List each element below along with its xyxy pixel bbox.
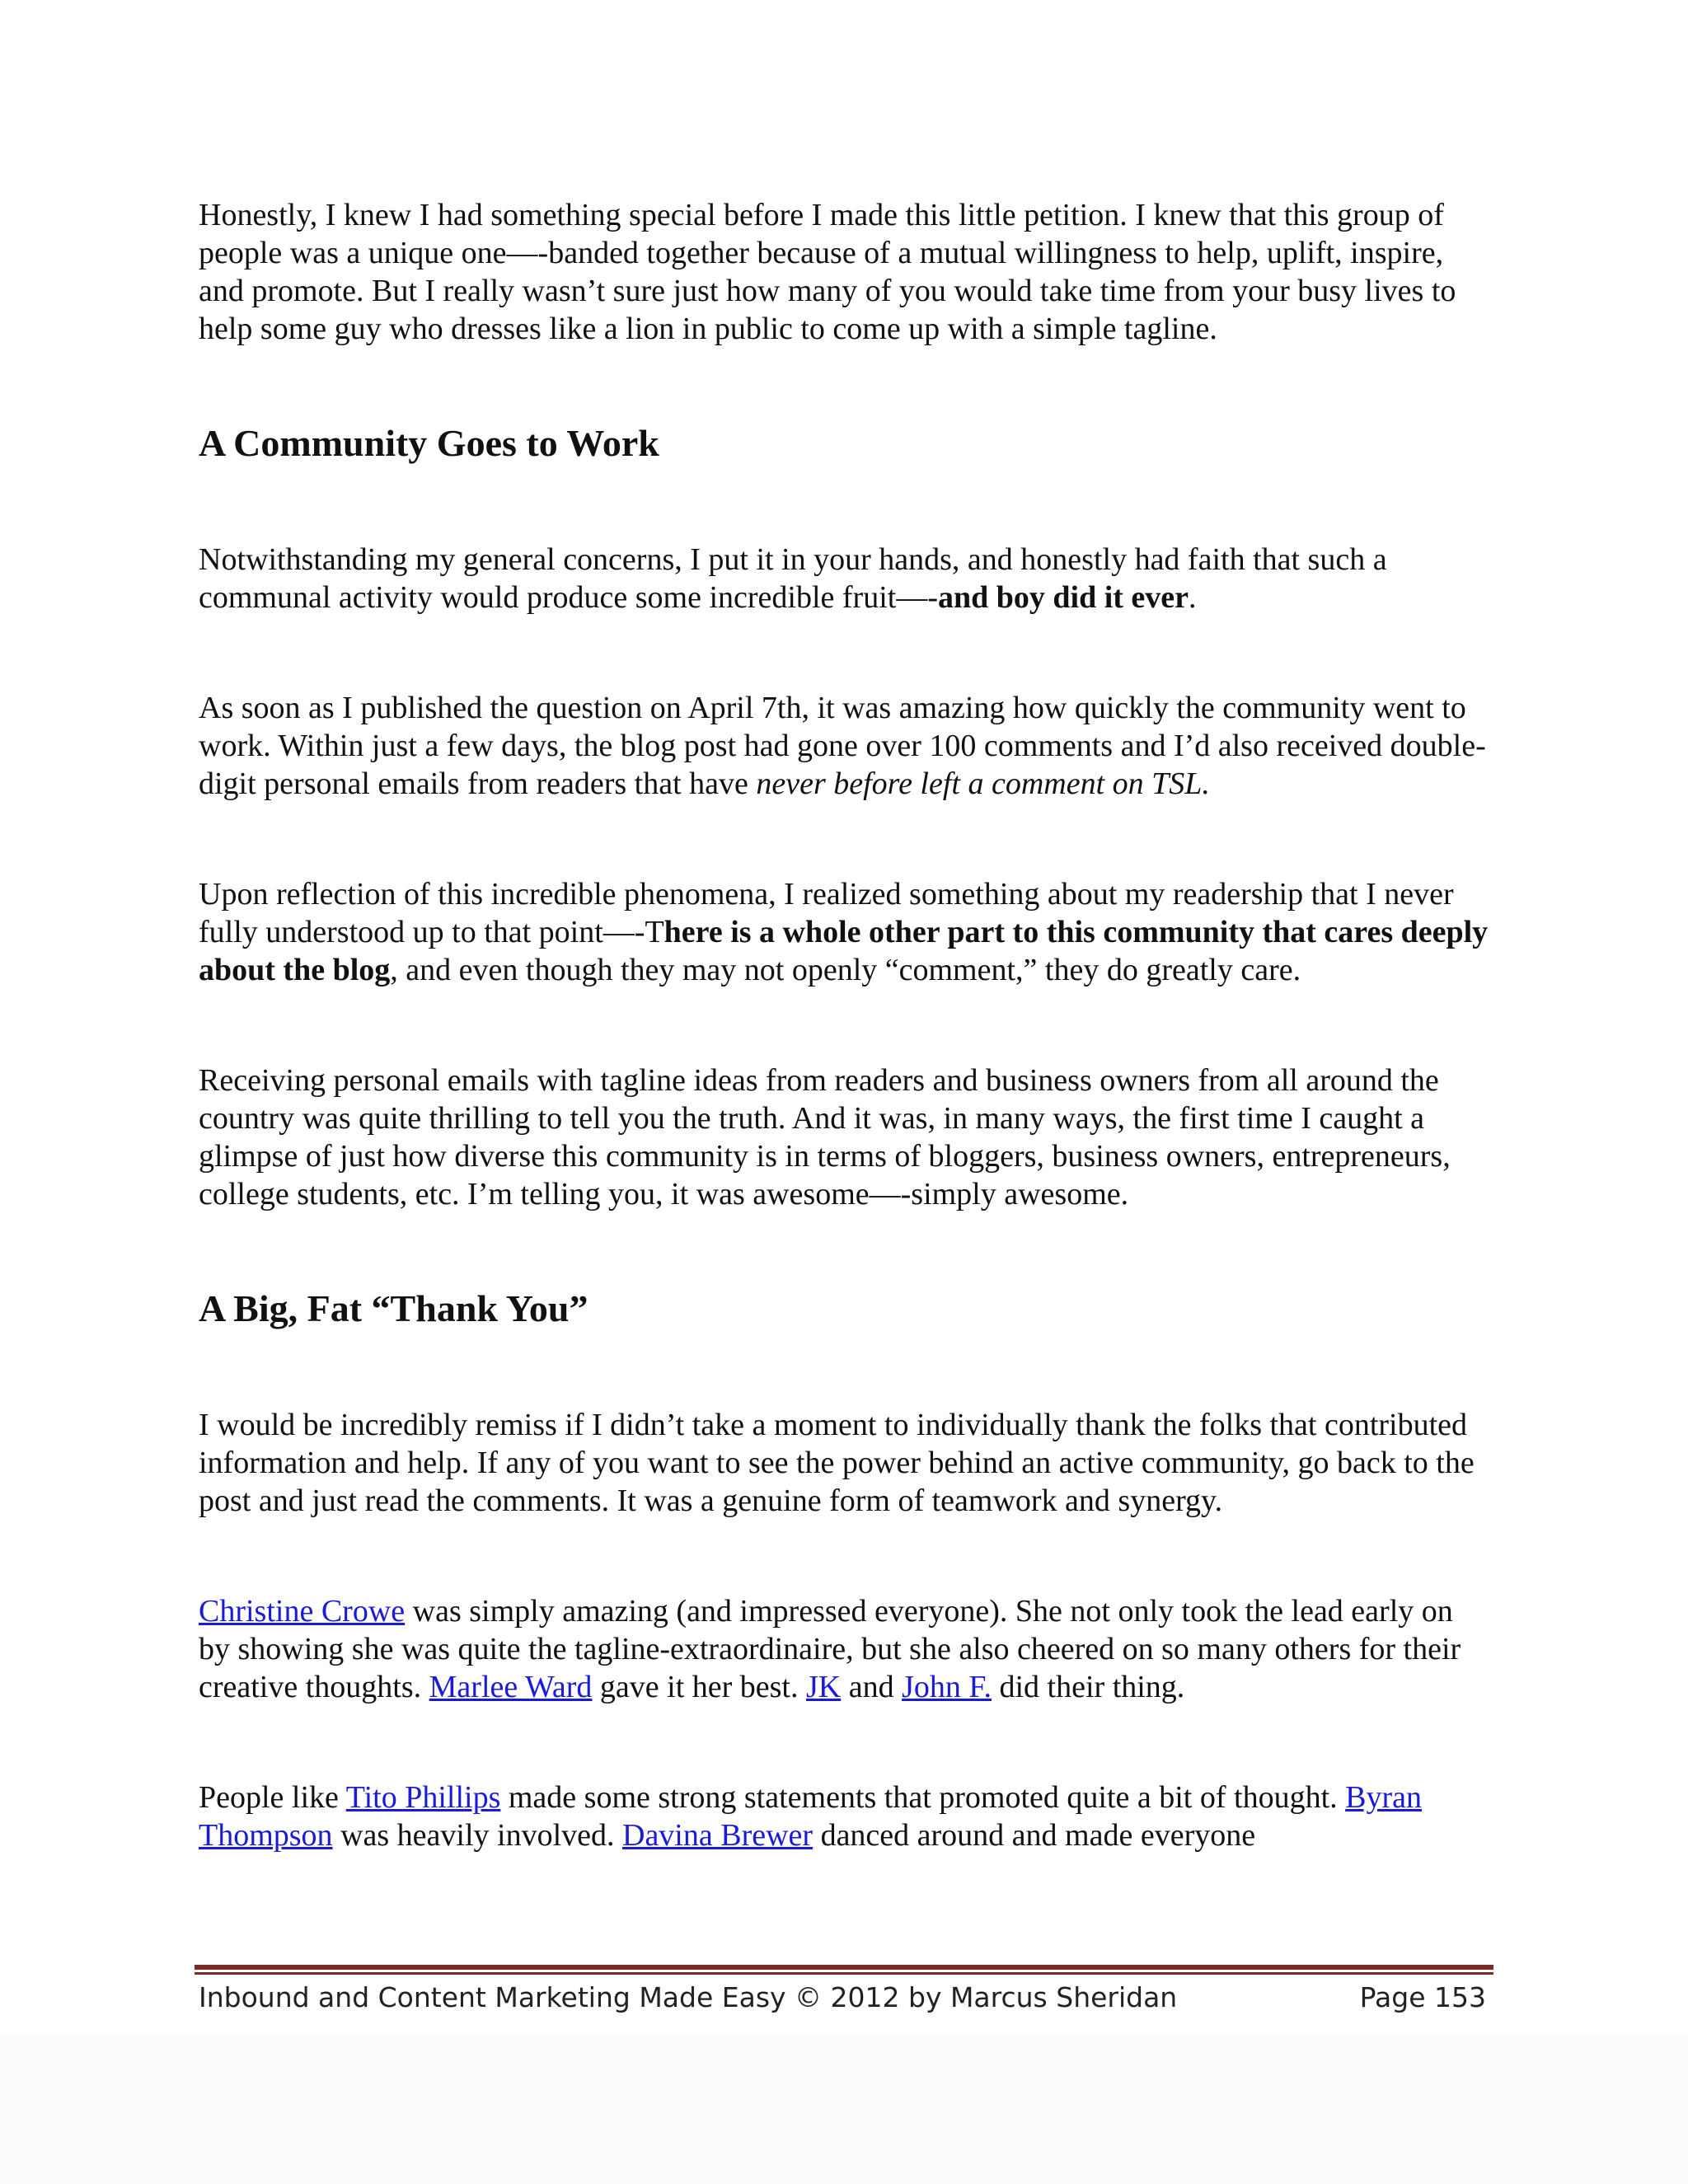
footer-rule-thick — [195, 1965, 1493, 1970]
footer-copyright: Inbound and Content Marketing Made Easy © 2012 by Marcus Sheridan — [199, 1981, 1178, 2013]
link-marlee-ward[interactable]: Marlee Ward — [429, 1670, 593, 1704]
link-byran-thompson[interactable]: Byran Thompson — [199, 1780, 1423, 1853]
text-span: was simply amazing (and impressed everyone). She not only took the lead early on by showing she was quite the tagline-extraordinaire, but she also cheered on so many others for their creative thoughts. — [199, 1594, 1461, 1704]
page-footer — [199, 1978, 1486, 2018]
paragraph-christine-crowe — [199, 1592, 1489, 1706]
footer-page-number: Page 153 — [1359, 1981, 1486, 2013]
text-span: Notwithstanding my general concerns, I put it in your hands, and honestly had faith that such a communal activity would produce some incredible fruit—- — [199, 542, 1387, 615]
bold-text: here is a whole other part to this community that cares deeply about the blog — [199, 915, 1489, 987]
paragraph-remiss: I would be incredibly remiss if I didn’t take a moment to individually thank the folks that contributed information and help. If any of you want to see the power behind an active community, go back to the post and just read the comments. It was a genuine form of teamwork and synergy. — [199, 1408, 1475, 1518]
paragraph-reflection — [199, 875, 1489, 989]
text-span: was heavily involved. — [332, 1818, 622, 1853]
italic-text: never before left a comment on TSL. — [756, 766, 1210, 801]
footer-rule-thin — [195, 1972, 1493, 1975]
text-span: People like — [199, 1780, 346, 1815]
bold-text: and boy did it ever — [937, 580, 1189, 615]
link-jk[interactable]: JK — [806, 1670, 842, 1704]
text-span: danced around and made everyone — [813, 1818, 1256, 1853]
heading-community-goes-to-work: A Community Goes to Work — [199, 422, 659, 464]
page-body — [199, 196, 1489, 1854]
text-span: Upon reflection of this incredible phenomena, I realized something about my readership that I never fully understood up to that point—-T — [199, 877, 1454, 949]
link-christine-crowe[interactable]: Christine Crowe — [199, 1594, 406, 1629]
link-davina-brewer[interactable]: Davina Brewer — [622, 1818, 814, 1853]
text-span: and — [841, 1670, 903, 1704]
paragraph-petition: Honestly, I knew I had something special before I made this little petition. I knew that this group of people was a unique one—-banded together because of a mutual willingness to help, uplift, inspire, and promote. But I really wasn’t sure just how many of you would take time from your busy lives to help some guy who dresses like a lion in public to come up with a simple tagline. — [199, 198, 1456, 346]
text-span: . — [1189, 580, 1197, 615]
text-span: made some strong statements that promoted quite a bit of thought. — [500, 1780, 1346, 1815]
text-span: gave it her best. — [592, 1670, 806, 1704]
paragraph-personal-emails: Receiving personal emails with tagline ideas from readers and business owners from all around the country was quite thrilling to tell you the truth. And it was, in many ways, the first time I caught a glimpse of just how diverse this community is in terms of bloggers, business owners, entrepreneurs, college students, etc. I’m telling you, it was awesome—-simply awesome. — [199, 1063, 1451, 1212]
text-span: , and even though they may not openly “comment,” they do greatly care. — [390, 953, 1301, 987]
heading-thank-you: A Big, Fat “Thank You” — [199, 1287, 588, 1329]
link-john-f[interactable]: John F. — [902, 1670, 992, 1704]
text-span: As soon as I published the question on April 7th, it was amazing how quickly the community went to work. Within just a few days, the blog post had gone over 100 comments and I’d also received double-digit personal emails from readers that have — [199, 691, 1486, 801]
paragraph-faith — [199, 541, 1489, 616]
text-span: did their thing. — [992, 1670, 1185, 1704]
paragraph-tito-phillips — [199, 1779, 1489, 1854]
bottom-margin-band — [0, 2036, 1688, 2184]
link-tito-phillips[interactable]: Tito Phillips — [345, 1780, 501, 1815]
paragraph-april-7th — [199, 689, 1489, 803]
